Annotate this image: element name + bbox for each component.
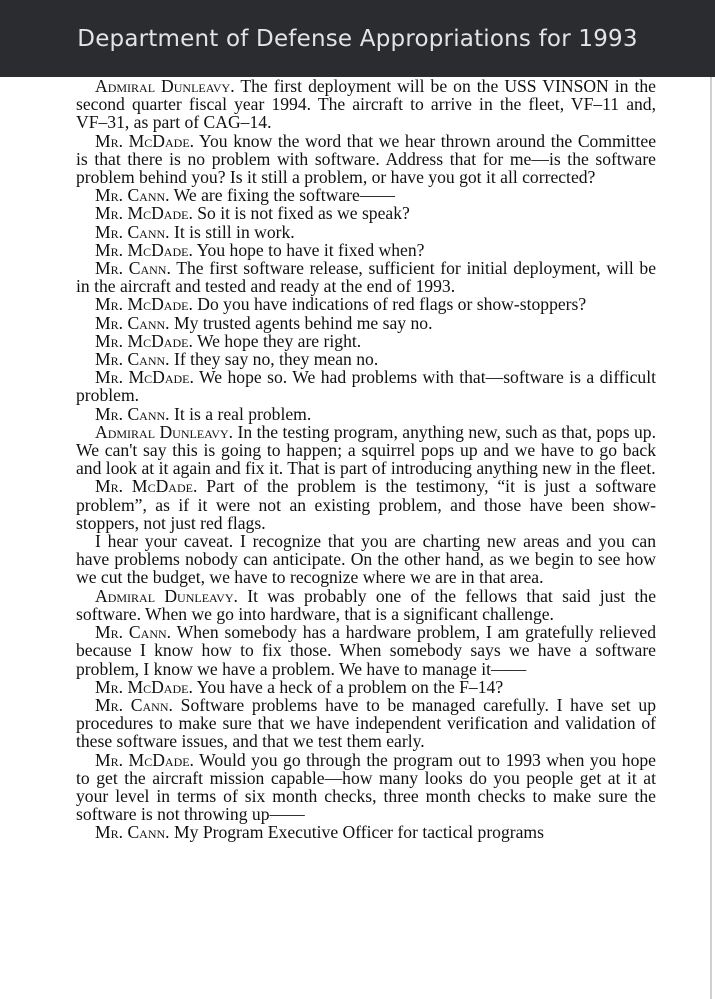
transcript-paragraph	[76, 132, 656, 187]
paragraph-text: The first software release, sufficient for initial deployment, will be in the aircraft and tested and ready at the end of 1993.	[76, 258, 657, 297]
speaker-name: Mr. Cann.	[95, 221, 170, 242]
paragraph-text: The first deployment will be on the USS VINSON in the second quarter fiscal year 1994. The aircraft to arrive in the fleet, VF–11 and, VF–31, as part of CAG–14.	[76, 77, 656, 133]
speaker-name: Mr. Cann.	[95, 694, 173, 715]
speaker-name: Mr. Cann.	[95, 403, 170, 424]
paragraph-text: You hope to have it fixed when?	[196, 239, 425, 260]
title-bar	[0, 0, 715, 77]
transcript-body	[76, 77, 656, 842]
transcript-paragraph	[76, 332, 656, 350]
paragraph-text: Part of the problem is the testimony, “it is just a software problem”, as if it were not an existing problem, and those have been show-stoppers, not just red flags.	[76, 476, 657, 533]
speaker-name: Mr. McDade.	[95, 749, 194, 770]
speaker-name: Mr. McDade.	[95, 130, 195, 151]
speaker-name: Admiral Dunleavy.	[95, 421, 234, 442]
paragraph-text: My trusted agents behind me say no.	[173, 312, 433, 333]
transcript-paragraph	[76, 204, 656, 222]
transcript-paragraph	[76, 696, 656, 751]
transcript-paragraph	[76, 241, 656, 259]
transcript-paragraph	[76, 223, 656, 241]
paragraph-text: Do you have indications of red flags or show-stoppers?	[197, 294, 587, 315]
transcript-paragraph	[76, 678, 656, 696]
paragraph-text: It is a real problem.	[173, 403, 312, 424]
transcript-paragraph	[76, 405, 656, 423]
document-title: Department of Defense Appropriations for 1993	[77, 25, 638, 52]
transcript-paragraph	[76, 350, 656, 368]
paragraph-text: In the testing program, anything new, such as that, pops up. We can't say this is going to happen; a squirrel pops up and we have to go back and look at it again and fix it. That is part of introducing anything new in the fleet.	[76, 421, 657, 479]
speaker-name: Admiral Dunleavy.	[95, 77, 235, 96]
transcript-paragraph	[76, 477, 656, 532]
paragraph-text: If they say no, they mean no.	[173, 349, 379, 370]
paragraph-text: We are fixing the software——	[173, 185, 396, 206]
paragraph-text: So it is not fixed as we speak?	[197, 203, 410, 224]
paragraph-text: It was probably one of the fellows that said just the software. When we go into hardware, that is a significant challenge.	[76, 585, 657, 624]
paragraph-text: You know the word that we hear thrown around the Committee is that there is no problem with software. Address that for me—is the software problem behind you? Is it still a problem, or have you got it all corrected?	[76, 130, 656, 188]
speaker-name: Mr. McDade.	[95, 367, 194, 388]
paragraph-text: My Program Executive Officer for tactical programs	[173, 822, 544, 843]
speaker-name: Mr. McDade.	[95, 239, 193, 260]
transcript-paragraph	[76, 623, 656, 678]
speaker-name: Mr. McDade.	[95, 203, 193, 224]
transcript-paragraph	[76, 423, 656, 478]
speaker-name: Mr. Cann.	[95, 185, 170, 206]
speaker-name: Mr. Cann.	[95, 312, 170, 333]
paragraph-text: It is still in work.	[173, 221, 295, 242]
speaker-name: Admiral Dunleavy.	[95, 585, 238, 606]
paragraph-text: We hope they are right.	[196, 330, 362, 351]
speaker-name: Mr. Cann.	[95, 258, 171, 279]
transcript-paragraph	[76, 77, 656, 132]
speaker-name: Mr. McDade.	[95, 294, 193, 315]
transcript-paragraph	[76, 186, 656, 204]
paragraph-text: I hear your caveat. I recognize that you are charting new areas and you can have problems nobody can anticipate. On the other hand, as we begin to see how we cut the budget, we have to recognize where we are in that area.	[76, 531, 656, 588]
transcript-paragraph	[76, 295, 656, 313]
transcript-paragraph	[76, 314, 656, 332]
transcript-paragraph	[76, 823, 656, 841]
speaker-name: Mr. McDade.	[95, 330, 193, 351]
speaker-name: Mr. Cann.	[95, 622, 172, 643]
paragraph-text: You have a heck of a problem on the F–14?	[196, 676, 504, 697]
transcript-paragraph	[76, 751, 656, 824]
speaker-name: Mr. McDade.	[95, 676, 193, 697]
paragraph-text: Would you go through the program out to 1993 when you hope to get the aircraft mission capable—how many looks do you people get at it at your level in terms of six month checks, three month checks to make sure the software is not throwing up——	[76, 749, 656, 825]
paragraph-text: Software problems have to be managed carefully. I have set up procedures to make sure that we have independent verification and validation of these software issues, and that we test them early.	[76, 694, 657, 752]
transcript-paragraph	[76, 259, 656, 295]
paragraph-text: When somebody has a hardware problem, I am gratefully relieved because I know how to fix those. When somebody says we have a software problem, I know we have a problem. We have to manage it——	[76, 622, 656, 679]
speaker-name: Mr. McDade.	[95, 476, 198, 497]
page-edge-divider	[710, 77, 712, 999]
transcript-paragraph	[76, 532, 656, 587]
speaker-name: Mr. Cann.	[95, 822, 170, 843]
transcript-paragraph	[76, 368, 656, 404]
paragraph-text: We hope so. We had problems with that—software is a difficult problem.	[76, 367, 656, 406]
document-page[interactable]	[0, 77, 715, 999]
transcript-paragraph	[76, 587, 656, 623]
speaker-name: Mr. Cann.	[95, 349, 170, 370]
